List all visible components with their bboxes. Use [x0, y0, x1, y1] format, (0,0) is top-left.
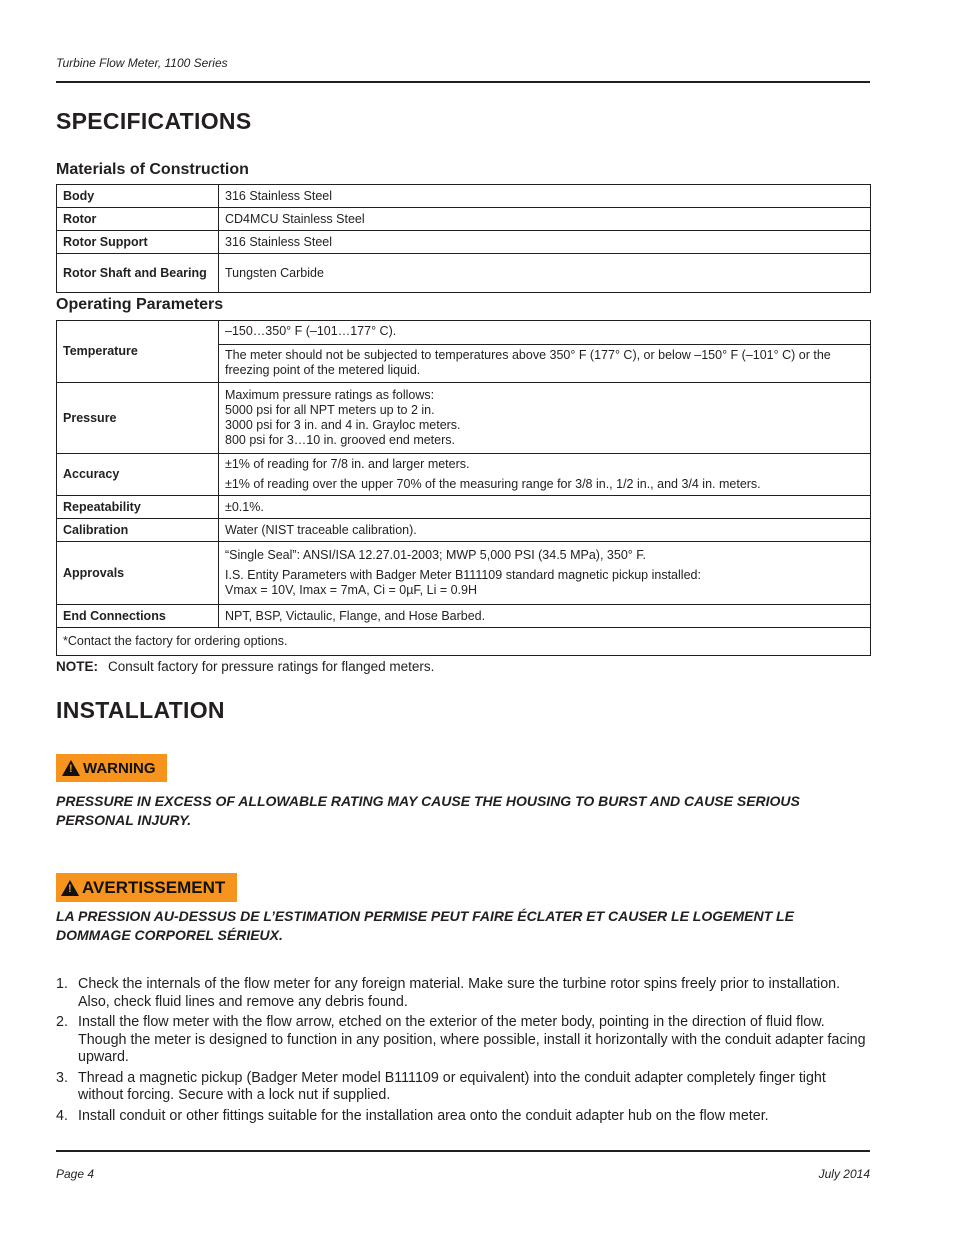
warning-badge-label: WARNING	[83, 759, 156, 777]
list-item	[56, 1108, 870, 1126]
table-row	[57, 321, 871, 383]
list-item	[56, 976, 870, 1011]
header-rule	[56, 81, 870, 83]
publication-date: July 2014	[818, 1167, 870, 1181]
table-row	[57, 383, 871, 454]
repeatability-value: ±0.1%.	[219, 496, 871, 519]
list-item	[56, 1014, 870, 1067]
document-title: Turbine Flow Meter, 1100 Series	[56, 56, 228, 70]
step-number: 2.	[56, 1014, 68, 1030]
installation-steps	[56, 976, 870, 1128]
row-value: CD4MCU Stainless Steel	[219, 208, 871, 231]
note-text: Consult factory for pressure ratings for flanged meters.	[108, 659, 435, 674]
avertissement-text: LA PRESSION AU-DESSUS DE L’ESTIMATION PERMISE PEUT FAIRE ÉCLATER ET CAUSER LE LOGEMENT LE DOMMAGE CORPOREL SÉRIEUX.	[56, 908, 794, 943]
row-value: 316 Stainless Steel	[219, 185, 871, 208]
row-value: Tungsten Carbide	[219, 254, 871, 293]
table-footnote: *Contact the factory for ordering options.	[57, 628, 871, 656]
avertissement-badge-label: AVERTISSEMENT	[82, 877, 226, 897]
temperature-label: Temperature	[57, 321, 219, 383]
warning-icon	[61, 880, 79, 896]
list-item	[56, 1070, 870, 1105]
table-row	[57, 254, 871, 293]
pressure-line: 3000 psi for 3 in. and 4 in. Grayloc meters.	[225, 418, 461, 432]
operating-heading: Operating Parameters	[56, 296, 224, 313]
end-connections-label: End Connections	[57, 605, 219, 628]
footer-rule	[56, 1150, 870, 1152]
note	[56, 659, 434, 674]
row-label: Rotor Shaft and Bearing	[57, 254, 219, 293]
materials-heading: Materials of Construction	[56, 161, 249, 178]
table-row	[57, 231, 871, 254]
approvals-line: “Single Seal”: ANSI/ISA 12.27.01-2003; MWP 5,000 PSI (34.5 MPa), 350° F.	[225, 548, 646, 562]
pressure-line: Maximum pressure ratings as follows:	[225, 388, 435, 402]
note-label: NOTE:	[56, 659, 98, 674]
temperature-range: –150…350° F (–101…177° C).	[225, 324, 397, 338]
step-text: Install conduit or other fittings suitable for the installation area onto the conduit adapter hub on the flow meter.	[78, 1107, 769, 1124]
step-number: 3.	[56, 1069, 68, 1086]
row-label: Body	[57, 185, 219, 208]
approvals-value	[219, 542, 871, 605]
row-value: 316 Stainless Steel	[219, 231, 871, 254]
avertissement-badge	[56, 873, 237, 902]
pressure-line: 5000 psi for all NPT meters up to 2 in.	[225, 403, 435, 417]
step-number: 1.	[56, 976, 68, 992]
table-row	[57, 605, 871, 628]
accuracy-line: ±1% of reading over the upper 70% of the measuring range for 3/8 in., 1/2 in., and 3/4 in. meters.	[225, 477, 761, 491]
pressure-line: 800 psi for 3…10 in. grooved end meters.	[225, 433, 455, 447]
accuracy-value	[219, 454, 871, 496]
table-row	[57, 208, 871, 231]
table-row	[57, 496, 871, 519]
step-text: Thread a magnetic pickup (Badger Meter model B111109 or equivalent) into the conduit adapter completely finger tight without forcing. Secure with a lock nut if supplied.	[78, 1069, 826, 1103]
operating-table	[56, 320, 871, 656]
approvals-line: I.S. Entity Parameters with Badger Meter B111109 standard magnetic pickup installed:	[225, 568, 701, 582]
accuracy-line: ±1% of reading for 7/8 in. and larger meters.	[225, 457, 470, 471]
calibration-value: Water (NIST traceable calibration).	[219, 519, 871, 542]
row-label: Rotor	[57, 208, 219, 231]
step-text: Check the internals of the flow meter for any foreign material. Make sure the turbine rotor spins freely prior to installation. Also, check fluid lines and remove any debris found.	[78, 976, 841, 1010]
warning-text: PRESSURE IN EXCESS OF ALLOWABLE RATING MAY CAUSE THE HOUSING TO BURST AND CAUSE SERIOUS PERSONAL INJURY.	[56, 793, 800, 828]
approvals-label: Approvals	[57, 542, 219, 605]
table-row	[57, 542, 871, 605]
calibration-label: Calibration	[57, 519, 219, 542]
warning-badge	[56, 754, 167, 782]
page-number: Page 4	[56, 1167, 95, 1181]
table-row	[57, 454, 871, 496]
table-row	[57, 628, 871, 656]
pressure-value	[219, 383, 871, 454]
end-connections-value: NPT, BSP, Victaulic, Flange, and Hose Barbed.	[219, 605, 871, 628]
installation-heading: INSTALLATION	[56, 697, 225, 723]
pressure-label: Pressure	[57, 383, 219, 454]
warning-icon	[62, 760, 80, 776]
table-row	[57, 519, 871, 542]
materials-table	[56, 184, 871, 293]
approvals-line: Vmax = 10V, Imax = 7mA, Ci = 0µF, Li = 0.9H	[225, 583, 477, 597]
accuracy-label: Accuracy	[57, 454, 219, 496]
step-number: 4.	[56, 1107, 68, 1124]
row-label: Rotor Support	[57, 231, 219, 254]
step-text: Install the flow meter with the flow arrow, etched on the exterior of the meter body, pointing in the direction of fluid flow. Though the meter is designed to function in any position, where possible, install it horizontally with the conduit adapter facing upward.	[78, 1014, 866, 1065]
specifications-heading: SPECIFICATIONS	[56, 108, 252, 134]
temperature-note: The meter should not be subjected to temperatures above 350° F (177° C), or below –150° F (–101° C) or the freezing point of the metered liquid.	[219, 344, 870, 382]
repeatability-label: Repeatability	[57, 496, 219, 519]
table-row	[57, 185, 871, 208]
